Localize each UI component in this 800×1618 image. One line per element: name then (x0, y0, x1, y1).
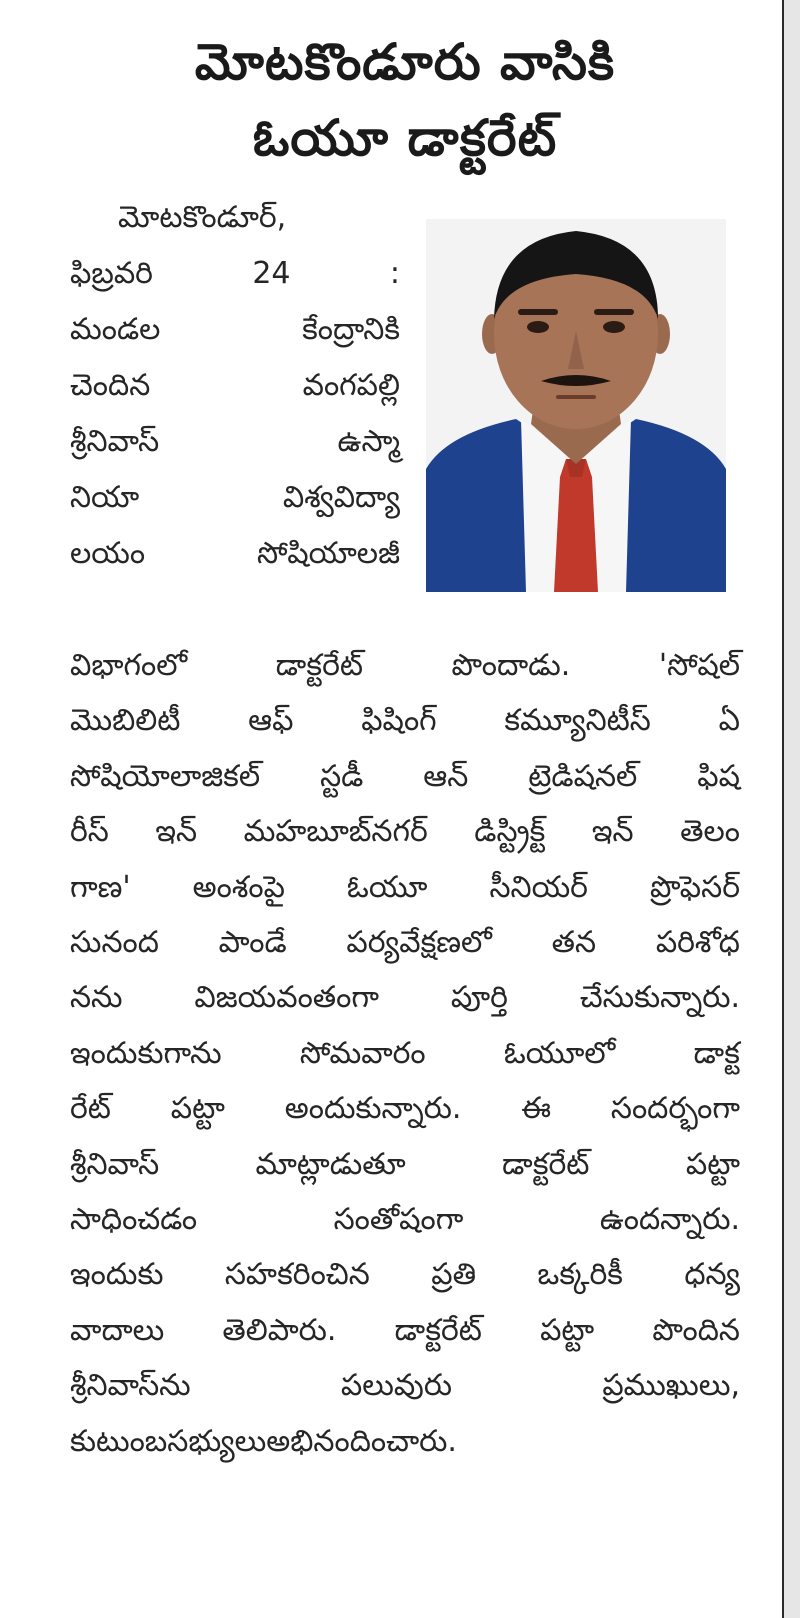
body-word: ప్రొఫెసర్ (649, 869, 740, 905)
body-word: అంశంపై (192, 869, 285, 905)
body-word: వాదాలు (70, 1312, 165, 1348)
lead-word: విశ్వవిద్యా (282, 480, 400, 515)
body-line (70, 1358, 740, 1413)
body-line (70, 860, 740, 915)
body-word: తెలం (680, 814, 740, 850)
body-word: మహబూబ్‌నగర్ (243, 814, 428, 850)
body-word: రేట్ (70, 1091, 111, 1127)
body-word: పట్టా (170, 1091, 225, 1127)
headline-line-1: మోటకొండూరు వాసికి (194, 33, 616, 91)
body-word: ఈ (521, 1091, 552, 1127)
body-word: పరిశోధ (655, 925, 740, 961)
body-word: పాండే (218, 925, 287, 961)
right-eyebrow (594, 309, 634, 315)
lead-word: సోషియాలజీ (256, 536, 400, 571)
portrait-illustration (426, 219, 726, 592)
body-word: నను (70, 980, 123, 1016)
body-word: శ్రీనివాస్ (70, 1146, 160, 1182)
lead-word: లయం (70, 536, 146, 571)
body-word: సంతోషంగా (333, 1202, 464, 1238)
lead-line (70, 358, 400, 414)
lead-line (70, 246, 400, 302)
body-word: ప్రతి (431, 1257, 477, 1293)
lead-word: శ్రీనివాస్ (70, 424, 160, 459)
lead-word: ఉస్మా (337, 424, 400, 459)
lead-word: ఫిబ్రవరి (70, 256, 153, 291)
body-word: ఫిష (697, 758, 740, 794)
body-word: ఏ (718, 703, 740, 739)
body-word: డాక్ట (693, 1035, 740, 1071)
body-word: సీనియర్ (489, 869, 588, 905)
body-word: గాణ' (70, 869, 131, 905)
body-word: ధన్య (684, 1257, 740, 1293)
body-word: ఆఫ్ (248, 703, 294, 739)
body-word: పొందాడు. (451, 648, 571, 683)
body-word: ఇందుకు (70, 1257, 164, 1293)
body-word: ఓయూలో (503, 1035, 616, 1071)
lead-word: వంగపల్లి (302, 368, 400, 403)
body-word: డాక్టరేట్ (394, 1312, 482, 1348)
body-line (70, 804, 740, 859)
body-line (70, 638, 740, 693)
body-line (70, 1414, 740, 1469)
lead-word: మోటకొండూర్, (118, 200, 287, 235)
body-word: ఇన్ (155, 814, 198, 850)
body-word: సందర్భంగా (610, 1091, 740, 1127)
body-line (70, 1247, 740, 1302)
body-word: పట్టా (685, 1146, 740, 1182)
right-eye (603, 321, 625, 333)
body-word: తన (551, 925, 597, 961)
article-body (70, 638, 740, 1469)
page-gutter (784, 0, 800, 1618)
body-word: ఆన్ (423, 758, 469, 794)
left-eye (527, 321, 549, 333)
body-word: విజయవంతంగా (194, 980, 379, 1016)
body-line (70, 749, 740, 804)
body-word: ఉందన్నారు. (599, 1202, 740, 1238)
body-line (70, 970, 740, 1025)
body-word: స్టడీ (320, 758, 364, 794)
body-word: ఇందుకుగాను (70, 1035, 222, 1071)
body-word: డిస్ట్రిక్ట్ (474, 814, 546, 850)
body-word: డాక్టరేట్ (275, 648, 364, 683)
mouth (556, 395, 596, 399)
body-word: పూర్తి (450, 980, 508, 1016)
body-word: ఒక్కరికీ (537, 1257, 623, 1293)
body-word: పట్టా (540, 1312, 595, 1348)
tie (554, 459, 598, 592)
body-line (70, 915, 740, 970)
body-word: డాక్టరేట్ (502, 1146, 590, 1182)
body-word: చేసుకున్నారు. (579, 980, 740, 1016)
lead-word: మండల (70, 312, 161, 347)
body-word: విభాగంలో (70, 648, 188, 683)
body-word: సోషియోలాజికల్ (70, 758, 261, 794)
body-word: రీస్ (70, 814, 109, 850)
person-portrait-photo (426, 219, 726, 592)
lead-word: నియా (70, 480, 140, 515)
body-word: ప్రముఖులు, (602, 1368, 740, 1404)
body-word: మాట్లాడుతూ (255, 1146, 406, 1182)
body-line (70, 1026, 740, 1081)
body-line (70, 1303, 740, 1358)
body-word: సహకరించిన (224, 1257, 370, 1293)
lead-line (70, 414, 400, 470)
body-word: కమ్యూనిటీస్ (504, 703, 651, 739)
body-word: సునంద (70, 925, 159, 961)
body-word: పలువురు (340, 1368, 452, 1404)
lead-word: 24 (252, 256, 291, 291)
body-word: పొందిన (652, 1312, 740, 1348)
lead-word: కేంద్రానికి (302, 312, 400, 347)
body-line (70, 1081, 740, 1136)
headline-line-2: ఓయూ డాక్టరేట్ (252, 109, 558, 167)
lead-line (70, 470, 400, 526)
body-line (70, 1137, 740, 1192)
lead-line (70, 190, 400, 246)
body-line (70, 693, 740, 748)
body-word: సాధించడం (70, 1202, 198, 1238)
lead-paragraph (70, 190, 400, 582)
body-word: శ్రీనివాస్‌ను (70, 1368, 191, 1404)
body-word: తెలిపారు. (222, 1312, 337, 1348)
body-word: 'సోషల్ (658, 648, 740, 683)
body-word: పర్యవేక్షణలో (346, 925, 492, 961)
body-word: ఇన్ (591, 814, 634, 850)
lead-line (70, 526, 400, 582)
lead-line (70, 302, 400, 358)
body-word: సభ్యులు (167, 1423, 267, 1459)
body-word: మొబిలిటీ (70, 703, 181, 739)
body-word: సోమవారం (299, 1035, 426, 1071)
body-word: కుటుంబ (70, 1423, 168, 1459)
lead-word: : (389, 256, 400, 291)
body-word: ఓయూ (346, 869, 428, 905)
body-word: ట్రెడిషనల్ (528, 758, 638, 794)
left-eyebrow (518, 309, 558, 315)
body-line (70, 1192, 740, 1247)
body-word: అభినందించారు. (266, 1423, 457, 1459)
body-word: అందుకున్నారు. (284, 1091, 462, 1127)
headline (30, 24, 780, 176)
body-word: ఫిషింగ్ (361, 703, 437, 739)
lead-word: చెందిన (70, 368, 151, 403)
